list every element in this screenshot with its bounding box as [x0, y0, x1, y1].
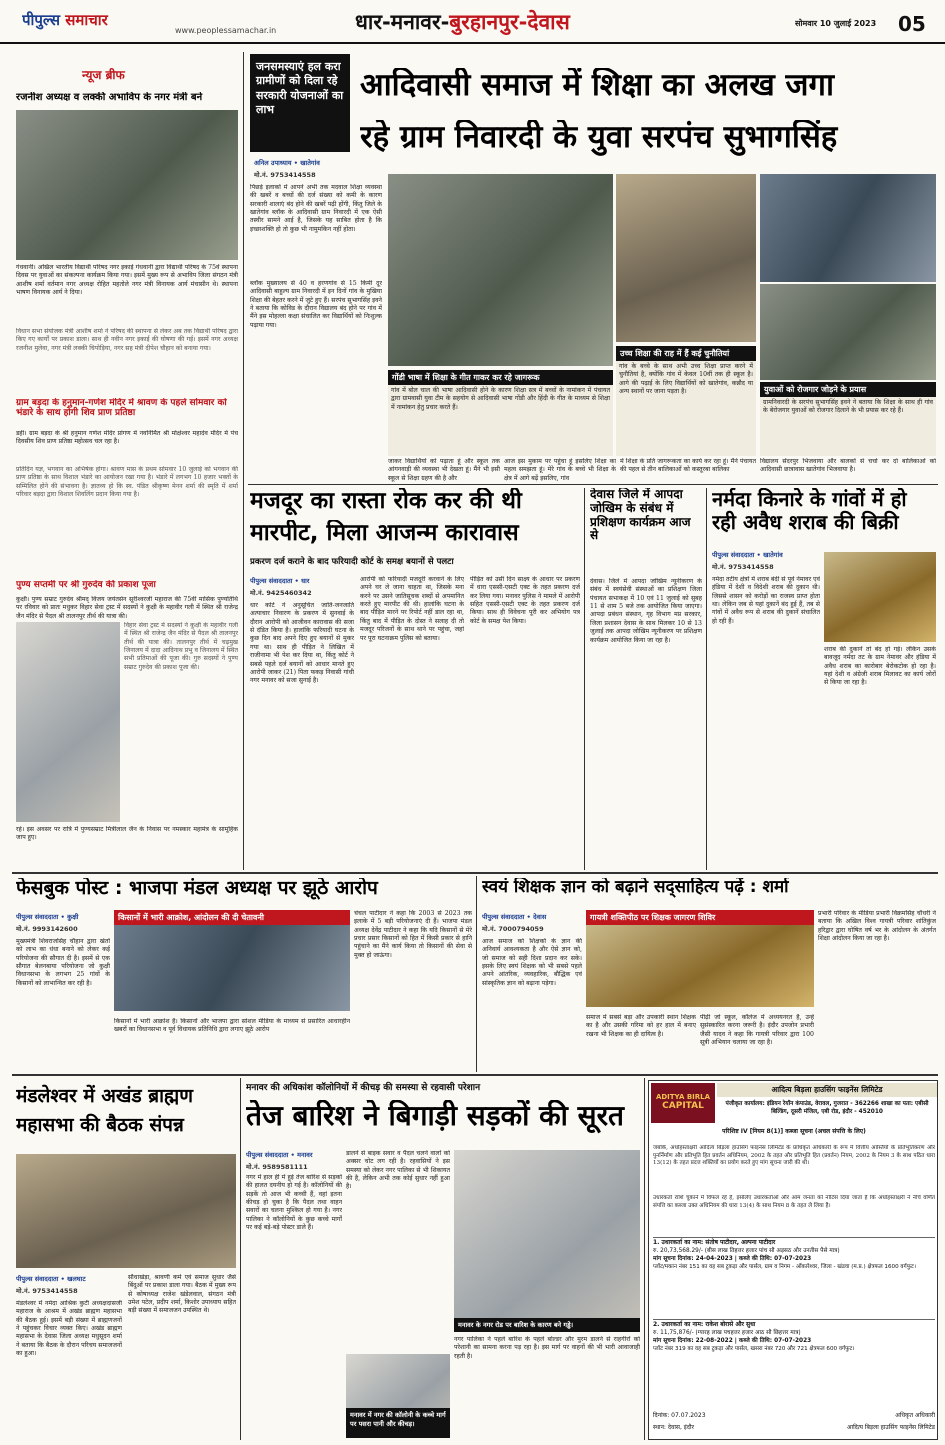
logo-left: पीपुल्स: [22, 11, 61, 29]
divider-fb: [476, 876, 477, 1072]
liquor-bottles-photo: [824, 552, 936, 642]
website-link[interactable]: www.peoplessamachar.in: [175, 26, 277, 35]
majdoor-story: [248, 488, 582, 870]
edition-title: [355, 8, 675, 38]
potholes-photo: [454, 1150, 640, 1332]
brief-1-text: गंधवानी। अखिल भारतीय विद्यार्थी परिषद नगर इकाई गंधवानी द्वारा विद्यार्थी परिषद के 75वें स्थापना दिवस पर युवाओं का संकल्पना कार्यक्रम किया गया। इसमें मुख्य रूप से अभाविप जिला संगठन मंत्री आशीष शर्मा वर्तमान नगर अध्यक्ष रोहित महतोले नगर मंत्री विनायक आर्य मंचासीन थे। स्थापना भाषण विनायक आर्य ने दिया।: [16, 264, 238, 297]
mandleshwar-byline: पीपुल्स संवाददाता • खलघाट: [16, 1275, 86, 1283]
narmada-mobile: मो.नं. 9753414558: [712, 563, 774, 571]
aapda-story: [588, 488, 704, 870]
facebook-title: फेसबुक पोस्ट : भाजपा मंडल अध्यक्ष पर झूठे आरोप: [16, 878, 378, 899]
loan-2-amount: रु. 11,75,876/- (ग्यारह लाख पचहत्तर हजार आठ सौ छिहत्तर मात्र): [653, 1330, 801, 1336]
caption-employment-text: ग्रामनिवारदी के सरपंच सुभागसिंह इवने ने बताया कि शिक्षा के साथ ही गांव के बेरोजगार युवाओं को रोजगार दिलाने के भी प्रयास कर रहे हैं।: [763, 399, 933, 415]
notice-para-2: उधारकर्ता राशि चुकाने में विफल रहे हैं, इसलिए उधारकर्ताओं और आम जनता को नोटिस दिया जाता है कि अधोहस्ताक्षरी ने नीचे वर्णित संपत्ति का कब्जा उक्त अधिनियम की धारा 13(4) के साथ नियम 8 के तहत ले लिया है।: [653, 1195, 935, 1209]
majdoor-sub: प्रकरण दर्ज कराने के बाद फरियादी कोर्ट के समक्ष बयानों से पलटा: [250, 557, 454, 567]
lead-col-c: जाकर विद्यार्थियों को पढ़ाता हूं और स्कूल तक आंगनवाड़ी की व्यवस्था भी देखता हूं। मैंने भी इसी स्कूल से शिक्षा ग्रहण की है और: [388, 458, 500, 482]
loan-2-name: 2. उधारकर्ता का नाम: राकेश बोरासे और सुधा: [653, 1321, 756, 1328]
brahmin-meeting-photo: [16, 1154, 236, 1268]
divider-lead: [248, 484, 938, 485]
caption-higher-edu-text: गांव के बच्चे के साथ अभी उच्च शिक्षा प्राप्त करने में चुनौतियां है, क्योंकि गांव में केवल 10वीं तक ही स्कूल है। आगे की पढ़ाई के लिए विद्यार्थियों को खातेगांव, कन्नौद या अन्य स्थानों पर जाना पड़ता है।: [619, 363, 753, 396]
majdoor-text-3: पीड़ित को उसी दिन साक्ष्य के आधार पर प्रकरण में धारा एससी-एसटी एक्ट के तहत प्रकरण दर्ज कर लिया गया। मनावर पुलिस ने मामले में आरोपी सहित एससी-एसटी एक्ट के तहत प्रकरण दर्ज किया। साथ ही विवेचना पूरी कर अभियोग पत्र कोर्ट के समक्ष पेश किया।: [470, 576, 580, 625]
brief-headline-2: ग्राम बड़दा के हनुमान-गणेश मंदिर में श्रावण के पहले सोमवार को भंडारे के साथ होगी शिव प्राण प्रतिष्ठा: [16, 398, 227, 419]
divider-majdoor: [584, 488, 585, 870]
swayam-byline: पीपुल्स संवाददाता • देवास: [482, 913, 547, 921]
facebook-byline: पीपुल्स संवाददाता • कुक्षी: [16, 913, 79, 921]
lead-col-b: ब्लॉक मुख्यालय से 40 व हरणगांव से 15 किमी दूर आदिवासी बाहुल्य ग्राम निवारदी में इन दिनों गांव के मुखिया शिक्षा की बेहतर करने में जुटे हुए हैं। सरपंच सुभागसिंह इवने ने बताया कि कोविड के दौरान विद्यालय बंद होने पर गांव में मैंने इस मोहल्ला कक्षा संचालित कर विद्यार्थियों को निःशुल्क पढ़ाया गया।: [250, 280, 382, 329]
brief-3-text-end: रहे। इस अवसर पर रात्रि में पुण्यसम्राट मित्रीलाल जैन के निवास पर नमस्कार महामंत्र के सामूहिक जाप हुए।: [16, 826, 238, 842]
loan-1-property: प्लॉट/मकान नंबर 151 का वह सब टुकड़ा और पार्सल, ग्राम व निगम - ओंकारेश्वर, जिला - खंडवा (म.प्र.) क्षेत्रफल 1600 वर्गफुट।: [653, 1264, 916, 1270]
loan-1-name: 1. उधारकर्ता का नाम: संतोष पाटीदार, अल्पना पाटीदार: [653, 1239, 776, 1246]
farmers-protest-photo: [114, 925, 350, 1011]
lead-photo-2: [616, 174, 756, 342]
mandleshwar-title: मंडलेश्वर में अखंड ब्राह्मण महासभा की बैठक संपन्न: [16, 1085, 193, 1136]
lead-title-line-2: रहे ग्राम निवारदी के युवा सरपंच सुभागसिंह: [360, 120, 838, 155]
sadak-text-3: नगर पालिका ने पहले बारिश के पहले बोल्डर और मुरम डालने से राहगीरों को परेशानी का सामना करना पड़ रहा है। इस मार्ग पर वाहनों की भी भारी आवाजाही रहती है।: [454, 1336, 640, 1360]
lead-col-e: में शिक्षा के प्रति जागरूकता का कार्य कर रहा हूं। मैंने पंचायत की पहल से तीन बालिकाओं को कस्तूरबा बालिका: [620, 458, 756, 474]
sadak-photo-caption-1: मनावर के नगर रोड पर बारिश के कारण बने गड्ढे।: [454, 1318, 640, 1332]
brief-2-text-cont: प्रतिदिन यज्ञ, भगवान का अभिषेक होगा। श्रावण मास के प्रथम सोमवार 10 जुलाई को भगवान की प्राण प्रतिष्ठा के साथ विशाल भंडारे का आयोजन रखा गया है। भंडारे में लगभग 10 हजार भक्तों के सम्मिलित होने की संभावना है। ज्ञातव्य हो कि स्व. पंडित श्रीकृष्ण मेनन शर्मा की स्मृति में शर्मा परिवार बड़दा द्वारा विशाल शिवलिंग प्रदान किया गया है।: [16, 466, 238, 499]
narmada-text-1: नर्मदा तटीय क्षेत्रों में शराब बंदी से पूर्व नेमावर एवं हंडिया में देशी व विदेशी शराब की दुकान थी। जिससे शासन को करोड़ों का राजस्व प्राप्त होता था। लेकिन जब से यहां दुकानें बंद हुई हैं, तब से गांवों में अवैध रूप से शराब की दुकानें संचालित हो रही हैं।: [712, 576, 820, 625]
mandleshwar-mobile: मो.नं. 9753414558: [16, 1287, 78, 1295]
swayam-text-1: आज समाज को शिक्षकों के ज्ञान की अनिवार्य आवश्यकता है और ऐसे ज्ञान को, जो समाज को सही दिशा प्रदान कर सके। इसके लिए स्वयं शिक्षक को भी सबसे पहले अपने आंतरिक, व्यवहारिक, बौद्धिक एवं सांस्कृतिक ज्ञान को बढ़ाना पड़ेगा।: [482, 938, 582, 987]
notice-footer-place: स्थान: देवास, इंदौर: [653, 1424, 694, 1431]
caption-higher-edu-title: उच्च शिक्षा की राह में हैं कई चुनौतियां: [616, 346, 756, 361]
brief-headline-3: पुण्य सप्तमी पर श्री गुरुदेव की प्रकाश पूजा: [16, 580, 156, 590]
lead-kicker: जनसमस्याएं हल करा ग्रामीणों को दिला रहे सरकारी योजनाओं का लाभ: [250, 54, 350, 152]
loan-2: [653, 1319, 935, 1399]
mandleshwar-text-1: मंडलेश्वर में नर्मदा आश्रिक कुटी अध्यक्षदासजी महाराज के आश्रम में अखंड ब्राह्मण महासभा की बैठक हुई। इसमें बड़ी संख्या में ब्राह्मणजनों ने पहुंचकर विचार व्यक्त किए। अखंड ब्राह्मण महासभा के देवास जिला अध्यक्ष मधुसूदन शर्मा ने बताया कि बैठक के दौरान परिचय समाजजनों का हुआ।: [16, 1300, 122, 1358]
notice-para-1: जबकि, अधोहस्ताक्षरी आदित्य बिड़ला हाउसिंग फाइनेंस लिमिटेड के प्राधिकृत अधिकारी के रूप में वित्तीय आस्तियों के प्रतिभूतिकरण और पुनर्निर्माण और प्रतिभूति हित प्रवर्तन अधिनियम, 2002 के तहत और प्रतिभूति हित (प्रवर्तन) नियम, 2002 के नियम 3 के साथ पठित धारा 13(12) के तहत प्रदत्त शक्तियों का प्रयोग करते हुए मांग सूचना जारी की थी।: [653, 1145, 935, 1167]
facebook-photo-block: [114, 910, 350, 1014]
lead-photo-3: [760, 174, 936, 282]
loan-1: [653, 1237, 935, 1317]
aditya-birla-logo: [651, 1083, 715, 1123]
caption-employment-title: युवाओं को रोजगार जोड़ने के प्रयास: [760, 382, 936, 397]
notice-footer-date: दिनांक: 07.07.2023: [653, 1412, 706, 1419]
swayam-text-3: पीढ़ी जो स्कूल, कॉलेज में अध्ययनरत है, उन्हें सुसंस्कारित करना जरूरी है। इंदौर उपजोन प्रभारी जैसी यादव ने कहा कि गायत्री परिवार द्वारा 100 सूत्री अभियान चलाया जा रहा है।: [700, 1014, 814, 1047]
majdoor-byline: पीपुल्स संवाददाता • धार: [250, 577, 310, 585]
swayam-text-4: प्रभारी परिवार के मीडिया प्रभारी विक्रमसिंह चौधरी ने बताया कि अखिल विश्व गायत्री परिवार शांतिकुंज हरिद्वार द्वारा घोषित वर्ष भर के आंदोलन के अंतर्गत शिक्षा आंदोलन किया जा रहा है।: [818, 910, 936, 943]
sadak-kicker: मनावर की अधिकांश कॉलोनियों में कीचड़ की समस्या से रहवासी परेशान: [246, 1083, 481, 1093]
brand-line-1: ADITYA BIRLA: [655, 1093, 711, 1101]
lead-col-f: विद्यालय सेंदरपुर भिजवाया और बालकों से चर्चा कर दो बालिकाओं को आदिवासी छात्रावास खातेगांव भिजवाया है।: [760, 458, 936, 474]
lead-col-a: पिछड़े इलाकों में आपने अभी तक मदवाल शिक्षा व्यवस्था की खबरें व बच्चों की दर्ज संख्या को कमी के कारण सरकारी शालाएं बंद होने की खबरें पढ़ी होंगी, किंतु जिले के खातेगांव ब्लॉक के आदिवासी ग्राम निवारदी में एक ऐसी तस्वीर सामने आई है, जिसके यह साबित होता है कि इच्छाशक्ति हो तो कुछ भी नामुमकिन नहीं होता।: [250, 184, 382, 233]
aapda-text: देवास। जिले में आपदा जोखिम न्यूनीकरण के संबंध में स्वयंसेवी संस्थाओं का प्रशिक्षण जिला पंचायत सभाकक्ष में 10 एवं 11 जुलाई को सुबह 11 से शाम 5 बजे तक आयोजित किया जाएगा। आपदा प्रबंधन संस्थान, गृह विभाग मप्र सरकार, जिला प्रशासन देवास के साथ मिलकर 10 से 13 जुलाई तक आपदा जोखिम न्यूनीकरण पर प्रशिक्षण कार्यक्रम आयोजित किया जा रहा है।: [590, 578, 702, 644]
masthead: [0, 0, 945, 44]
facebook-text-2: किसानों में भारी आक्रोश है। किसानों और भाजपा द्वारा सोशल मीडिया के माध्यम से प्रसारित आधारहीन खबरों का विधानसभा व पूर्व विधायक प्रतिनिधि द्वारा लगाए झूठे आरोप: [114, 1018, 350, 1034]
majdoor-mobile: मो.नं. 9425460342: [250, 589, 312, 597]
news-brief-column: [12, 62, 240, 870]
majdoor-text-2: आरोपी को फरियादी मजदूरी करवाने के लिए अपने घर ले जाना चाहता था, जिसके मना करने पर उसने जातिसूचक शब्दों से अपमानित करते हुए मारपीट की थी। हालांकि घटना के बाद पीड़ित मारने पर रिपोर्ट नहीं डाल रहा था, किंतु बाद में पीड़ित के दोस्त ने सलाह दी तो मजदूर परिजनों के साथ थाने पर पहुंचा, जहां पर पूरा घटनाक्रम पुलिस को बताया।: [360, 576, 464, 642]
facebook-photo-caption: किसानों में भारी आक्रोश, आंदोलन की दी चेतावनी: [114, 910, 350, 925]
gurudev-statue-photo: [16, 622, 120, 822]
divider-row3: [12, 1074, 938, 1076]
mandleshwar-story: [12, 1078, 238, 1440]
caption-gondi-text: गांव में बोल चाल की भाषा आदिवासी होने के कारण शिक्षा सत्र में बच्चों के नामांकन में पंचायत द्वारा ग्रामवासी युवा टीम के सहयोग से आदिवासी भाषा गोंडी और हिंदी के गीत के माध्यम से शिक्षा में नामांकन हेतु प्रचार करते हैं।: [391, 387, 610, 411]
sadak-text-2: डालने से बाइक सवार व पैदल चलने वालों को अक्सर चोट लग रही है। रहवासियों ने इस समस्या को लेकर नगर पालिका से भी शिकायत की है, लेकिन अभी तक कोई सुधार नहीं हुआ है।: [346, 1150, 450, 1191]
facebook-text-3: चंचल पाटीदार ने कहा कि 2003 से 2023 तक इलाके में 5 बड़ी परियोजनाएं दी हैं। भाजपा मंडल अध्यक्ष देवेंद्र पाटीदार ने कहा कि यदि किसानों से मेरे प्रचार प्रसार किसानों को हित में किसी प्रकार से हानि पहुंचाने का मैंने कार्य किया तो किसानों की सेवा से मुक्त हो जाऊंगा।: [354, 910, 472, 959]
edition-title-black: धार-मनावर-: [355, 10, 450, 34]
loan-1-amount: रु. 20,73,568.29/- (बीस लाख तिहत्तर हजार पांच सौ अड़सठ और उनतीस पैसे मात्र): [653, 1248, 840, 1254]
logo-right: समाचार: [65, 11, 108, 29]
divider-mand: [240, 1078, 241, 1440]
notice-footer-sign: अधिकृत अधिकारी: [895, 1412, 935, 1419]
column-divider-left: [243, 52, 244, 870]
issue-date: सोमवार 10 जुलाई 2023: [795, 19, 877, 28]
swayam-mobile: मो.नं. 7000794059: [482, 925, 544, 933]
aapda-title: देवास जिले में आपदा जोखिम के संबंध में प्रशिक्षण कार्यक्रम आज से: [590, 488, 691, 543]
swayam-text-2: समाज में सबसे बड़ा और उपकारी स्थान शिक्षक का है और उसकी गरिमा को हर हाल में बनाए रखना भी शिक्षक का ही दायित्व है।: [586, 1014, 696, 1038]
narmada-text-2: शराब की दुकानें तो बंद हो गई। लेकिन उसके बावजूद नर्मदा तट के ग्राम नेमावर और हंडिया में अवैध शराब का कारोबार बेरोकटोक हो रहा है। यहां देशी व अंग्रेजी शराब मिलावट का कार्य जोरों से किया जा रहा है।: [824, 646, 936, 687]
caption-gondi-title: गोंडी भाषा में शिक्षा के गीत गाकर कर रहे जागरूक: [388, 370, 613, 385]
sadak-byline: पीपुल्स संवाददाता • मनावर: [246, 1151, 313, 1159]
divider-aapda: [706, 488, 707, 870]
brief-1-text-cont: विधान सभा संयोजक मंत्री आशीष शर्मा ने परिषद की स्थापना से लेकर अब तक विद्यार्थी परिषद द्वारा किए गए कार्यों पर प्रकाश डाला। साथ ही नवीन नगर इकाई की घोषणा की गई। इसमें नगर अध्यक्ष रजनीश मुलेवा, नगर मंत्री लक्की चिपोड़िया, नगर सह मंत्री दीपेश चौहान को बनाया गया।: [16, 328, 238, 352]
facebook-mobile: मो.नं. 9993142600: [16, 925, 78, 933]
brief-headline-1: रजनीश अध्यक्ष व लक्की अभाविप के नगर मंत्री बने: [16, 92, 203, 103]
sadak-text-1: नगर में हाल ही में हुई तेज बारिश से सड़कों की हालत दयनीय हो गई है। कॉलोनियों की सड़कें तो आज भी कच्ची हैं, वहां इतना कीचड़ हो चुका है कि पैदल तथा वाहन सवारों का चलना मुश्किल हो गया है। नगर पालिका ने कॉलोनियों के कुछ कच्चे मार्गों पर कई बड़े-बड़े पोस्टर डाले हैं।: [246, 1174, 342, 1232]
narmada-story: [710, 488, 938, 870]
divider-sadak: [644, 1078, 645, 1440]
news-brief-label: न्यूज ब्रीफ: [82, 68, 125, 82]
possession-notice: [648, 1080, 938, 1440]
caption-gondi: [388, 370, 613, 456]
loan-2-dates: मांग सूचना दिनांक: 22-08-2022 | कब्जे की तिथि: 07-07-2023: [653, 1338, 812, 1344]
brief-2-text: डही। ग्राम बड़दा के श्री हनुमान गणेश मंदिर प्रांगण में नवनिर्मित श्री मोक्षेश्वर महादेव मंदिर में पंच दिवसीय शिव प्राण प्रतिष्ठा महोत्सव चल रहा है।: [16, 430, 238, 446]
notice-title: आदित्य बिड़ला हाउसिंग फाइनेंस लिमिटेड: [717, 1083, 937, 1097]
facebook-text-1: मुख्यमंत्री शिवराजसिंह चौहान द्वारा खेतों को लाभ का धंधा बनाने को लेकर कई परियोजना की सौगात दी है। इसमें से एक सौगात बेलनबाया परियोजना जो कुक्षी विधानसभा के लगभग 25 गांवों के किसानों को लाभान्वित कर रही है।: [16, 938, 110, 987]
lead-byline: अनिल उपाध्याय • खातेगांव: [254, 159, 320, 167]
lead-photo-4: [760, 284, 936, 380]
lead-title-line-1: आदिवासी समाज में शिक्षा का अलख जगा: [360, 68, 834, 103]
notice-address: पंजीकृत कार्यालय: इंडियन रेयॉन कंपाउंड, वेरावल, गुजरात - 362266 शाखा का पता: एबीसी बिल्डिंग, दूसरी मंजिल, एबी रोड, इंदौर - 452010: [725, 1101, 929, 1115]
notice-sub: परिशिष्ट IV [नियम 8(1)] कब्जा सूचना (अचल संपत्ति के लिए): [722, 1128, 866, 1135]
narmada-byline: पीपुल्स संवाददाता • खातेगांव: [712, 551, 783, 559]
sadak-mobile: मो.नं. 9589581111: [246, 1163, 308, 1171]
brand-line-2: CAPITAL: [662, 1101, 704, 1111]
sadak-story: [244, 1078, 642, 1440]
narmada-title: नर्मदा किनारे के गांवों में हो रही अवैध शराब की बिक्री: [712, 488, 907, 534]
lead-col-d: आज इस मुकाम पर पहुंचा हूं इसलिए शिक्षा का महत्व समझता हूं। मेरे गांव के बच्चे भी शिक्षा के क्षेत्र में आगे बढ़ें इसलिए, गांव: [504, 458, 616, 482]
loan-2-property: प्लॉट नंबर 319 का वह सब टुकड़ा और पार्सल, खसरा नंबर 720 और 721 क्षेत्रफल 600 वर्गफुट।: [653, 1346, 855, 1352]
edition-title-red: बुरहानपुर-देवास: [449, 10, 570, 34]
caption-higher-edu: [616, 346, 756, 456]
swayam-title: स्वयं शिक्षक ज्ञान को बढ़ाने सद्साहित्य पढ़ें : शर्मा: [482, 878, 789, 897]
majdoor-title-1: मजदूर का रास्ता रोक कर की थी: [250, 488, 522, 514]
lead-photo-1: [388, 174, 613, 366]
majdoor-text-1: धार कोर्ट ने अनुसूचित जाति-जनजाति अत्याचार निवारण के प्रकरण में सुनवाई के दौरान आरोपी को आजीवन कारावास की सजा से दंडित किया है। हालांकि फरियादी घटना के कुछ दिन बाद अपने दिए हुए बयानों से मुकर गया था। साथ ही पीड़ित ने लिखित में राजीनामा भी पेश कर दिया था, किंतु कोर्ट ने सबसे पहले दर्ज बयानों को आधार मानते हुए आरोपी जाकर (21) पिता फकड़ निवासी गांधी नगर मनावर को सजा सुनाई है।: [250, 602, 354, 685]
gayatri-camp-photo: [586, 925, 814, 1007]
lead-story: [248, 52, 938, 482]
divider-row2: [12, 872, 938, 874]
notice-footer-company: आदित्य बिड़ला हाउसिंग फाइनेंस लिमिटेड: [846, 1424, 935, 1431]
swayam-story: [480, 876, 938, 1072]
majdoor-title-2: मारपीट, मिला आजन्म कारावास: [250, 520, 519, 546]
loan-1-dates: मांग सूचना दिनांक: 24-04-2023 | कब्जे की तिथि: 07-07-2023: [653, 1256, 812, 1262]
caption-employment: [760, 382, 936, 456]
sadak-photo-caption-2: मनावर में नगर की कॉलोनी के कच्चे मार्ग पर पसरा पानी और कीचड़।: [346, 1408, 450, 1438]
brief-3-text-top: कुक्षी। पुण्य सम्राट गुरुदेव श्रीमद् विजय जयंतसेन सूरीश्वरजी महाराज की 75वीं मासिक पुण्यतिथि पर रविवार को प्रातः मधुकर विहार सेवा ट्रस्ट में सदस्यों ने कुक्षी के महावीर गली में स्थित श्री राजेन्द्र जैन मंदिर से पैदल श्री तालनपुर तीर्थ की यात्रा की।: [16, 596, 238, 620]
mandleshwar-text-2: सौधाखेड़ा, श्रावणी कर्म एवं समाज सुधार जैसे बिंदुओं पर प्रकाश डाला गया। बैठक में मुख्य रूप से कोषाध्यक्ष राजेश खंडेलवाल, संगठन मंत्री उमेश पटेल, प्रदीप शर्मा, किशोर उपाध्याय सहित बड़ी संख्या में समाजजन उपस्थित थे।: [128, 1274, 236, 1315]
page-number: 05: [898, 12, 926, 36]
swayam-photo-caption: गायत्री शक्तिपीठ पर शिक्षक जागरण शिविर: [586, 910, 814, 925]
facebook-story: [12, 876, 474, 1072]
brief-3-text-side: विहार सेवा ट्रस्ट में सदस्यों ने कुक्षी के महावीर गली में स्थित श्री राजेन्द्र जैन मंदिर से पैदल श्री तालनपुर तीर्थ की यात्रा की। तालनपुर तीर्थ में चढ़मुख जिनालय में दादा आदिनाथ प्रभु व जिनालय में स्थित सभी प्रतिमाओं की पूजा की। गुरु सदस्यों ने पुण्य सम्राट गुरुदेव की प्रकाश पूजा की।: [124, 622, 238, 671]
lead-mobile: मो.नं. 9753414558: [254, 171, 316, 179]
swayam-photo-block: [586, 910, 814, 1010]
abvp-group-photo: [16, 110, 238, 260]
sadak-title: तेज बारिश ने बिगाड़ी सड़कों की सूरत: [246, 1100, 624, 1132]
